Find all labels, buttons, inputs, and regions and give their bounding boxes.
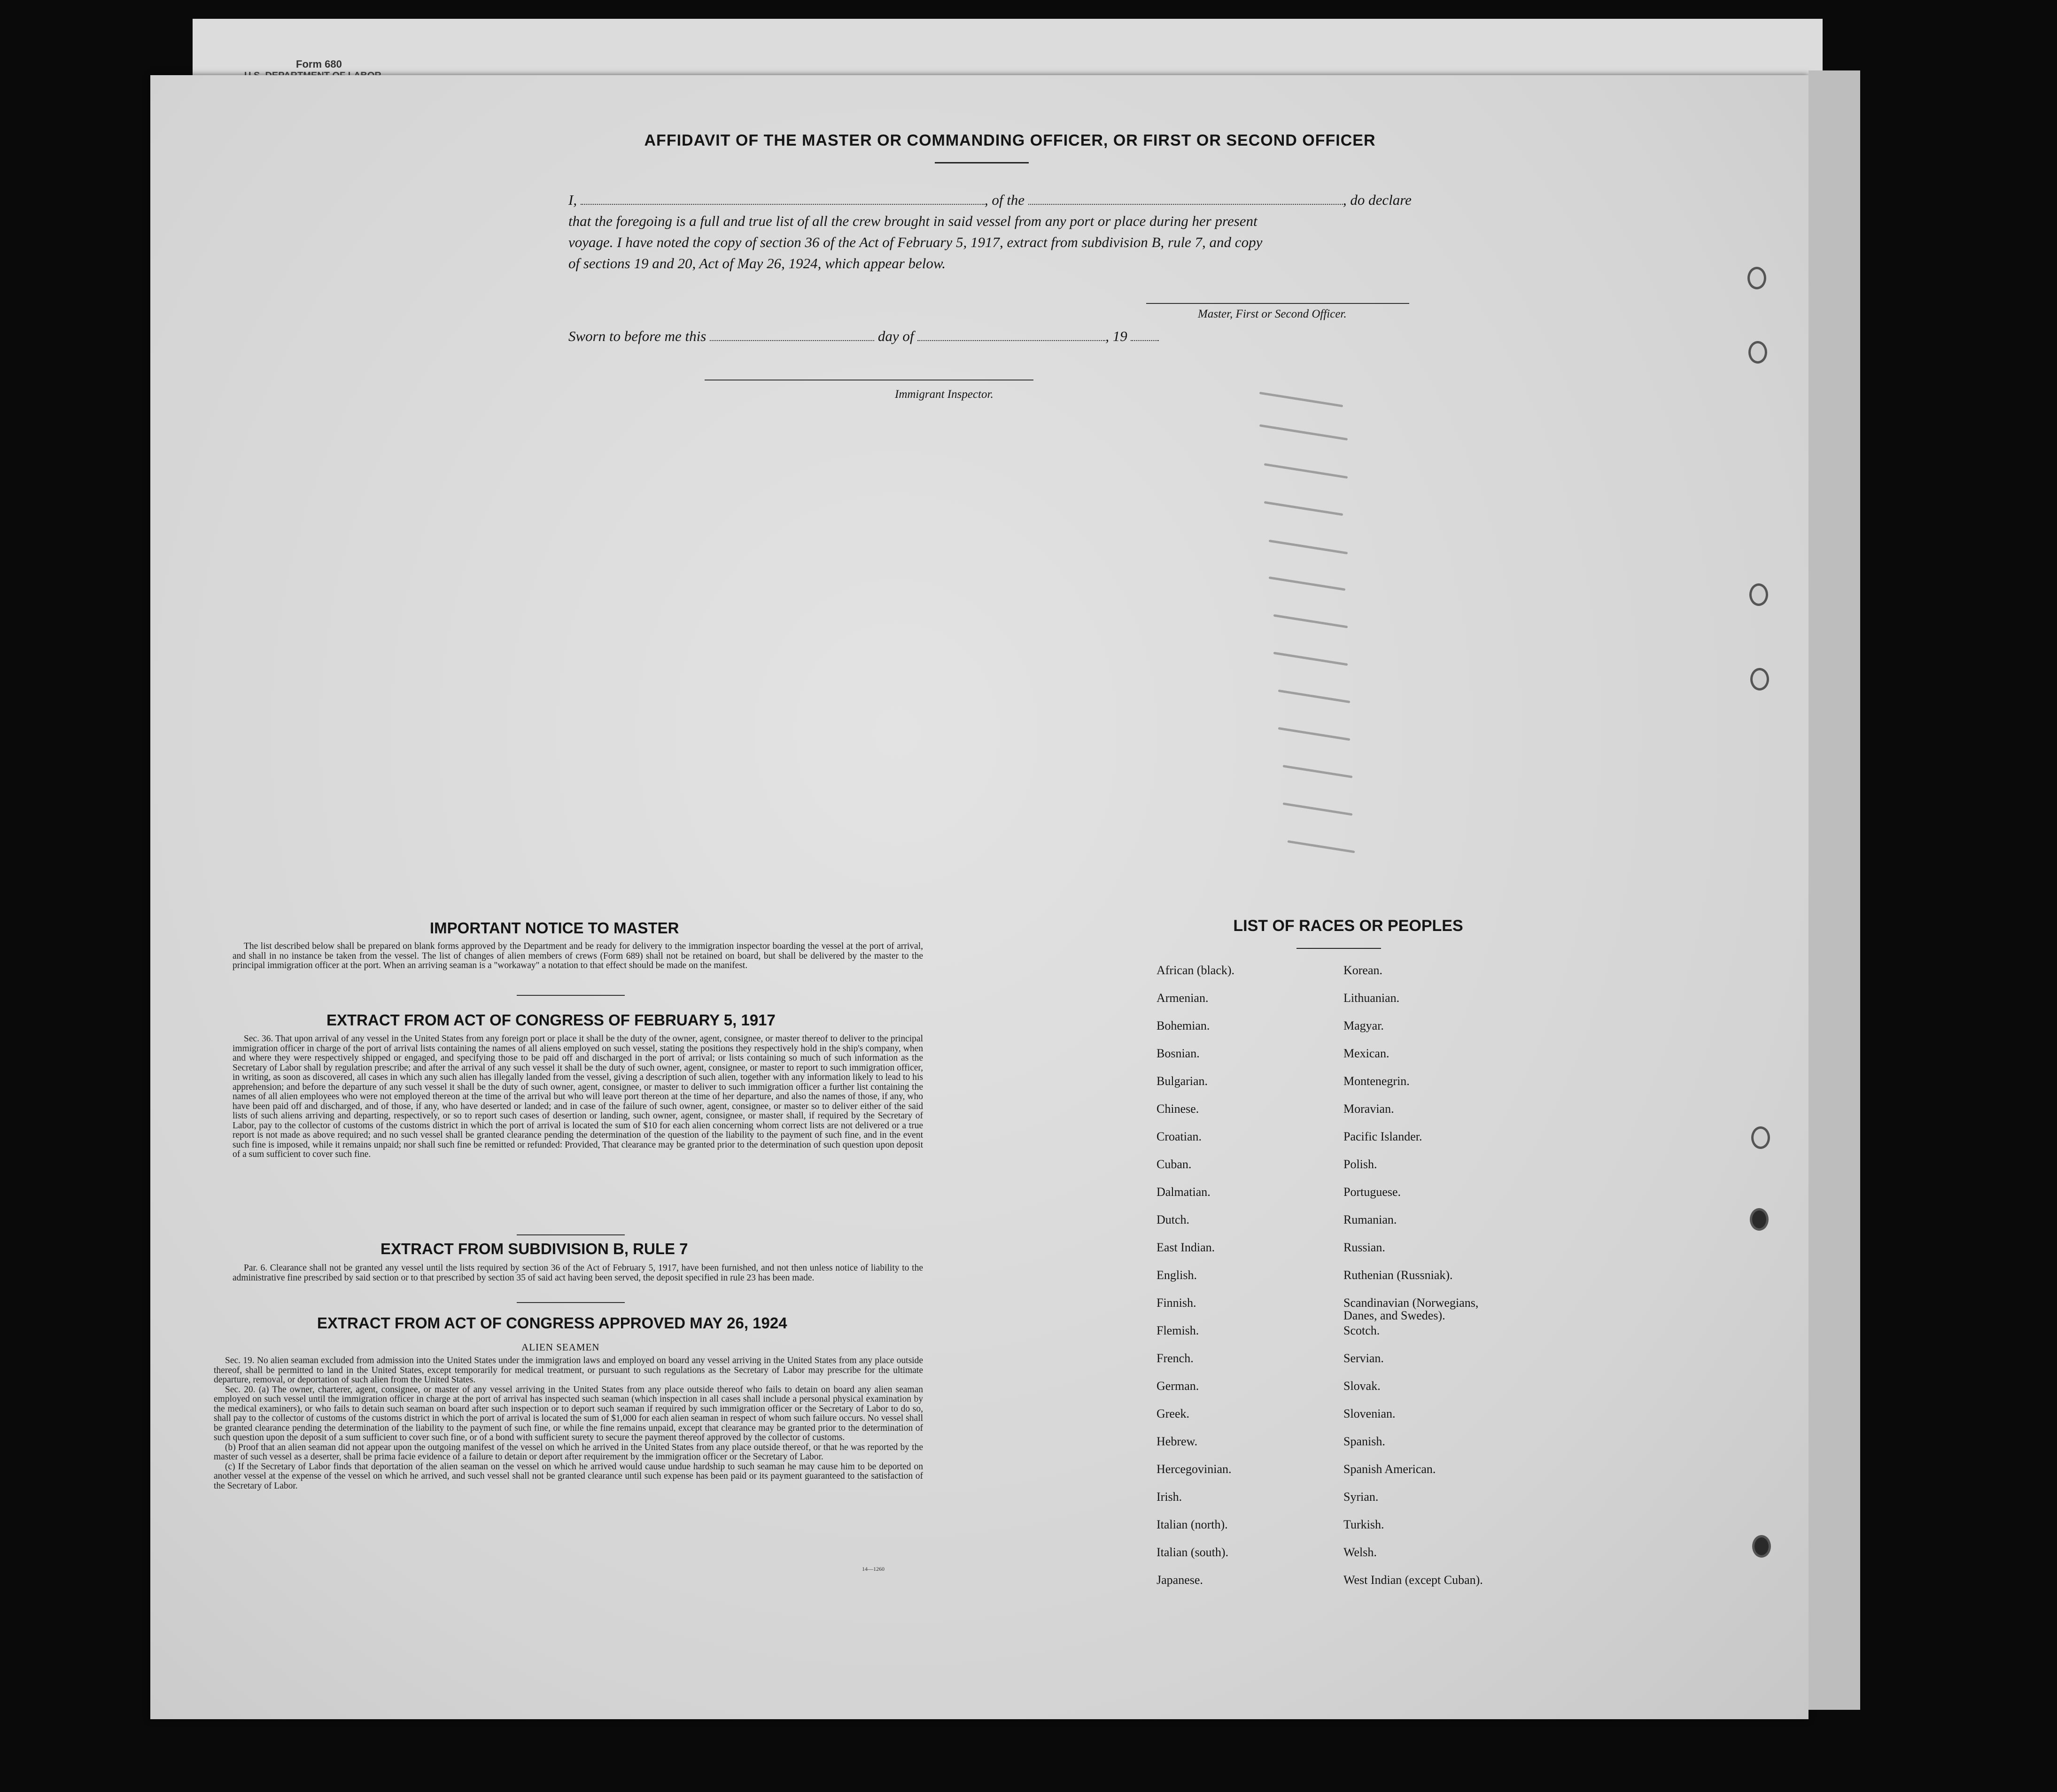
binder-hole-icon (1752, 1535, 1771, 1558)
race-entry: Scandinavian (Norwegians, Danes, and Swedes). (1343, 1296, 1479, 1322)
master-signature-line (1146, 303, 1409, 304)
binder-hole-icon (1748, 341, 1767, 364)
race-entry: Croatian. (1157, 1130, 1202, 1143)
subdivision-b-body: Par. 6. Clearance shall not be granted any vessel until the lists required by section 36 of the Act of February 5, 1917, have been furnished, and not then unless notice of liability to the administrative fine prescribed by said section or to that prescribed by section 35 of said act having been served, the deposit specified in rule 23 has been made. (233, 1263, 923, 1283)
race-entry: German. (1157, 1379, 1199, 1393)
races-right-column (1343, 964, 1483, 1601)
race-entry: Pacific Islander. (1343, 1130, 1422, 1143)
inspector-signature-label: Immigrant Inspector. (895, 388, 994, 401)
section-divider (517, 1302, 625, 1303)
race-entry: Polish. (1343, 1157, 1377, 1171)
race-entry: Irish. (1157, 1490, 1182, 1504)
race-entry: Rumanian. (1343, 1213, 1397, 1226)
race-entry: Spanish American. (1343, 1462, 1436, 1476)
affidavit-title: AFFIDAVIT OF THE MASTER OR COMMANDING OFFICER, OR FIRST OR SECOND OFFICER (644, 132, 1376, 149)
back-form-label: Form 680 (296, 58, 342, 70)
notice-title: IMPORTANT NOTICE TO MASTER (430, 919, 679, 937)
binder-hole-icon (1750, 668, 1769, 690)
race-entry: Hercegovinian. (1157, 1462, 1232, 1476)
extract-1917-body: Sec. 36. That upon arrival of any vessel in the United States from any foreign port or place it shall be the duty of the owner, agent, consignee, or master thereof to deliver to the principal immigration officer in charge of the port of arrival lists containing the names of all aliens employed on such vessel, stating the positions they respectively hold in the ship's company, when and where they were respectively shipped or engaged, and specifying those to be paid off and discharged in the port of arrival; or lists containing so much of such information as the Secretary of Labor shall by regulation prescribe; and after the arrival of any such vessel it shall be the duty of such owner, agent, consignee, or master to report to such immigration officer, in writing, as soon as discovered, all cases in which any such alien has illegally landed from the vessel, giving a description of such alien, together with any information likely to lead to his apprehension; and before the departure of any such vessel it shall be the duty of such owner, agent, consignee, or master to deliver to such immigration officer a further list containing the names of all alien employees who were not employed thereon at the time of the arrival but who will leave port thereon at the time of her departure, and also the names of those, if any, who have been paid off and discharged, and of those, if any, who have deserted or landed; and in case of the failure of such owner, agent, consignee, or master so to deliver either of the said lists of such aliens arriving and departing, respectively, or so to report such cases of desertion or landing, such owner, agent, consignee, or master shall, if required by the Secretary of Labor, pay to the collector of customs of the customs district in which the port of arrival is located the sum of $10 for each alien concerning whom correct lists are not delivered or a true report is not made as above required; and no such vessel shall be granted clearance pending the determination of the question of the liability to the payment of such fine, and in the event such fine is imposed, while it remains unpaid; nor shall such fine be remitted or refunded: Provided, That clearance may be granted prior to the determination of such question upon deposit of a sum sufficient to cover such fine. (233, 1034, 923, 1159)
race-entry: Servian. (1343, 1351, 1384, 1365)
affidavit-line-2: that the foregoing is a full and true list of all the crew brought in said vessel from any port or place during her present (568, 213, 1257, 229)
race-entry: Montenegrin. (1343, 1074, 1410, 1088)
race-entry: Slovak. (1343, 1379, 1381, 1393)
name-blank (581, 196, 985, 205)
race-entry: African (black). (1157, 963, 1235, 977)
race-entry: English. (1157, 1268, 1197, 1282)
section-divider (517, 1234, 625, 1235)
race-entry: Bosnian. (1157, 1047, 1200, 1060)
title-divider (935, 162, 1029, 163)
binder-hole-icon (1750, 1208, 1769, 1231)
affidavit-of-the-label: , of the (984, 192, 1025, 208)
race-entry: Turkish. (1343, 1518, 1384, 1531)
sworn-year-blank (1131, 333, 1159, 341)
affidavit-i-label: I, (568, 192, 577, 208)
alien-seamen-subtitle: ALIEN SEAMEN (521, 1342, 600, 1353)
sworn-line (568, 329, 1273, 343)
sworn-year: , 19 (1105, 328, 1127, 344)
races-left-column (1157, 964, 1234, 1601)
races-title: LIST OF RACES OR PEOPLES (1233, 917, 1463, 935)
race-entry: Russian. (1343, 1241, 1385, 1254)
race-entry: Welsh. (1343, 1545, 1377, 1559)
races-divider (1296, 948, 1381, 949)
race-entry: Dalmatian. (1157, 1185, 1211, 1199)
sworn-prefix: Sworn to before me this (568, 328, 706, 344)
notice-body: The list described below shall be prepared on blank forms approved by the Department and be ready for delivery to the immigration inspector boarding the vessel at the port of arrival, and shall in no instance be taken from the vessel. The list of changes of alien members of crews (Form 689) shall not be retained on board, but shall be delivered by the master to the principal immigration officer at the port. When an arriving seaman is a "workaway" a notation to that effect should be made on the manifest. (233, 941, 923, 970)
race-entry: Slovenian. (1343, 1407, 1396, 1420)
race-entry: Ruthenian (Russniak). (1343, 1268, 1453, 1282)
vessel-blank (1028, 196, 1343, 205)
extract-1924-body: Sec. 19. No alien seaman excluded from admission into the United States under the immigration laws and employed on board any vessel arriving in the United States from any place outside thereof, shall be permitted to land in the United States, except temporarily for medical treatment, or pursuant to such regulations as the Secretary of Labor may prescribe for the ultimate departure, removal, or deportation of such alien from the United States. Sec. 20. (a) The owner, charterer, agent, consignee, or master of any vessel arriving in the United States from any place outside thereof who fails to detain on board any alien seaman employed on such vessel until the immigration officer in charge at the port of arrival has inspected such seaman (which inspection in all cases shall include a personal physical examination by the medical examiners), or who fails to detain such seaman on board after such inspection or to deport such seaman if required by such immigration officer or the Secretary of Labor to do so, shall pay to the collector of customs of the customs district in which the port of arrival is located the sum of $1,000 for each alien seaman in respect of whom such failure occurs. No vessel shall be granted clearance pending the determination of the liability to the payment of such fine, or while the fine remains unpaid, except that clearance may be granted prior to the determination of such question upon the deposit of a sum sufficient to cover such fine, or of a bond with sufficient surety to secure the payment thereof approved by the collector of customs. (b) Proof that an alien seaman did not appear upon the outgoing manifest of the vessel on which he arrived in the United States from any place outside thereof, or that he was reported by the master of such vessel as a deserter, shall be prima facie evidence of a failure to detain or deport after requirement by the immigration officer or the Secretary of Labor. (c) If the Secretary of Labor finds that deportation of the alien seaman on the vessel on which he arrived would cause undue hardship to such seaman he may cause him to be deported on another vessel at the expense of the vessel on which he arrived, and such vessel shall not be granted clearance until such expense has been paid or its payment guaranteed to the satisfaction of the Secretary of Labor. (214, 1356, 923, 1491)
extract-1917-title: EXTRACT FROM ACT OF CONGRESS OF FEBRUARY 5, 1917 (326, 1011, 776, 1029)
race-entry: Korean. (1343, 963, 1383, 977)
race-entry: Japanese. (1157, 1573, 1203, 1587)
master-signature-label: Master, First or Second Officer. (1198, 308, 1347, 320)
sworn-day-blank (710, 333, 874, 341)
race-entry: Italian (south). (1157, 1545, 1229, 1559)
race-entry: Armenian. (1157, 991, 1209, 1005)
race-entry: Moravian. (1343, 1102, 1394, 1116)
race-entry: Bulgarian. (1157, 1074, 1208, 1088)
affidavit-line-4: of sections 19 and 20, Act of May 26, 1924, which appear below. (568, 255, 946, 272)
sworn-day-of: day of (877, 328, 914, 344)
race-entry: Magyar. (1343, 1019, 1384, 1032)
binder-hole-icon (1747, 267, 1766, 289)
race-entry: Greek. (1157, 1407, 1190, 1420)
race-entry: East Indian. (1157, 1241, 1215, 1254)
race-entry: Dutch. (1157, 1213, 1190, 1226)
affidavit-declaration-line (568, 193, 1447, 207)
race-entry: Chinese. (1157, 1102, 1199, 1116)
race-entry: Mexican. (1343, 1047, 1389, 1060)
race-entry: Cuban. (1157, 1157, 1192, 1171)
affidavit-line-3: voyage. I have noted the copy of section 36 of the Act of February 5, 1917, extract from subdivision B, rule 7, and copy (568, 234, 1263, 250)
affidavit-do-declare-label: , do declare (1343, 192, 1412, 208)
subdivision-b-title: EXTRACT FROM SUBDIVISION B, RULE 7 (380, 1240, 688, 1257)
extract-1924-title: EXTRACT FROM ACT OF CONGRESS APPROVED MAY 26, 1924 (317, 1314, 787, 1332)
sworn-month-blank (917, 333, 1105, 341)
race-entry: Bohemian. (1157, 1019, 1210, 1032)
race-entry: Lithuanian. (1343, 991, 1400, 1005)
race-entry: Finnish. (1157, 1296, 1196, 1310)
race-entry: Italian (north). (1157, 1518, 1228, 1531)
race-entry: Hebrew. (1157, 1435, 1198, 1448)
race-entry: French. (1157, 1351, 1194, 1365)
race-entry: Spanish. (1343, 1435, 1385, 1448)
underlying-page-edge (1809, 70, 1860, 1710)
race-entry: West Indian (except Cuban). (1343, 1573, 1483, 1587)
binder-hole-icon (1751, 1126, 1770, 1149)
race-entry: Syrian. (1343, 1490, 1379, 1504)
race-entry: Scotch. (1343, 1324, 1380, 1337)
section-divider (517, 995, 625, 996)
binder-hole-icon (1749, 583, 1768, 606)
form-number: 14—1260 (862, 1566, 885, 1572)
race-entry: Flemish. (1157, 1324, 1199, 1337)
race-entry: Portuguese. (1343, 1185, 1401, 1199)
